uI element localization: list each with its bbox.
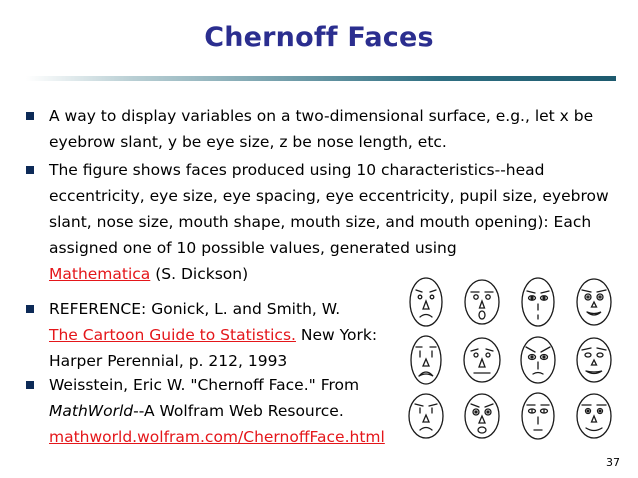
chernoff-face bbox=[522, 393, 554, 439]
bullet-item bbox=[26, 157, 616, 287]
chernoff-face bbox=[464, 338, 500, 382]
chernoff-face bbox=[522, 278, 554, 326]
chernoff-face bbox=[577, 338, 611, 382]
bullet-text: REFERENCE: Gonick, L. and Smith, W. The Cartoon Guide to Statistics. New York: Harper Perennial, p. 212, 1993 bbox=[49, 300, 378, 370]
bullet-item bbox=[26, 296, 396, 374]
bullet-item bbox=[26, 372, 406, 450]
title-divider bbox=[26, 76, 616, 81]
chernoff-face bbox=[411, 336, 441, 384]
bullet-marker bbox=[26, 166, 34, 174]
chernoff-face bbox=[577, 394, 611, 438]
chernoff-faces-figure bbox=[398, 272, 618, 444]
bullet-marker bbox=[26, 381, 34, 389]
bullet-marker bbox=[26, 112, 34, 120]
bullet-item bbox=[26, 103, 616, 155]
chernoff-face bbox=[577, 279, 611, 325]
bullet-marker bbox=[26, 305, 34, 313]
chernoff-face bbox=[521, 337, 555, 383]
page-number: 37 bbox=[606, 456, 620, 469]
bullet-text: The figure shows faces produced using 10 characteristics--head eccentricity, eye size, eye spacing, eye eccentricity, pupil size, eyebrow slant, nose size, mouth shape, mouth size, and mouth opening): Each assigned one of 10 possible values, generated using Mathematica (S. Dickson) bbox=[49, 161, 609, 283]
chernoff-face bbox=[465, 394, 499, 438]
chernoff-face bbox=[409, 394, 443, 438]
bullet-text: A way to display variables on a two-dimensional surface, e.g., let x be eyebrow slant, y be eye size, z be nose length, etc. bbox=[49, 107, 594, 151]
chernoff-face bbox=[465, 280, 499, 324]
mathworld-link[interactable]: mathworld.wolfram.com/ChernoffFace.html bbox=[49, 428, 385, 446]
chernoff-face bbox=[410, 278, 442, 326]
bullet-text: Weisstein, Eric W. "Chernoff Face." From MathWorld--A Wolfram Web Resource. mathworld.wolfram.com/ChernoffFace.html bbox=[49, 376, 385, 446]
cartoon-guide-link[interactable]: The Cartoon Guide to Statistics. bbox=[49, 326, 296, 344]
slide-title: Chernoff Faces bbox=[204, 22, 434, 53]
mathematica-link[interactable]: Mathematica bbox=[49, 265, 151, 283]
